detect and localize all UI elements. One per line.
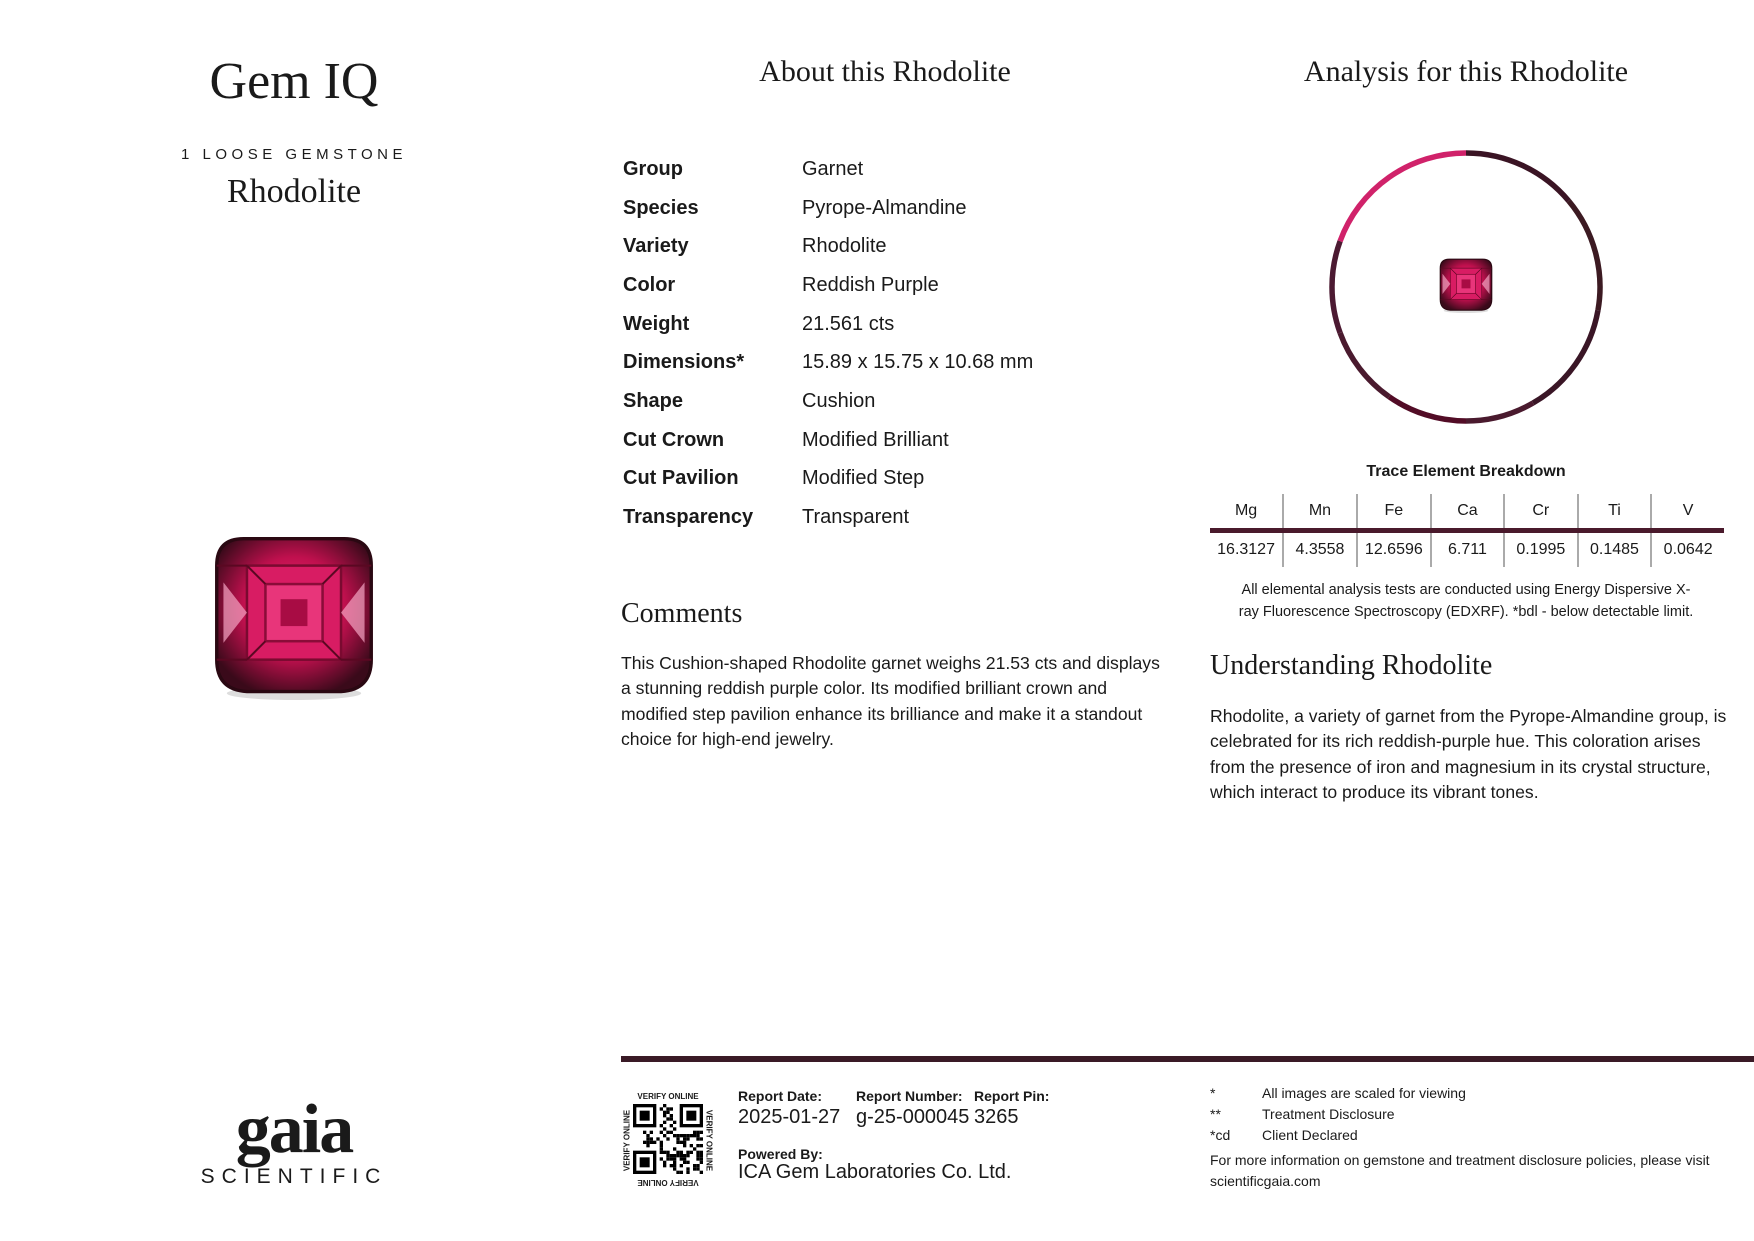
property-value: Modified Brilliant bbox=[802, 428, 949, 451]
property-value: Transparent bbox=[802, 506, 910, 529]
element-header: Cr bbox=[1504, 494, 1578, 531]
qr-code-icon bbox=[633, 1104, 703, 1174]
property-label: Cut Pavilion bbox=[623, 467, 739, 490]
property-value: Rhodolite bbox=[802, 235, 887, 258]
analysis-title: Analysis for this Rhodolite bbox=[1303, 55, 1629, 88]
property-label: Cut Crown bbox=[623, 428, 725, 451]
property-row bbox=[623, 305, 1033, 344]
report-pin-label: Report Pin: bbox=[974, 1088, 1050, 1104]
verify-online-qr-code[interactable] bbox=[622, 1092, 714, 1188]
powered-by-label: Powered By: bbox=[738, 1146, 823, 1162]
property-row bbox=[623, 498, 1033, 537]
property-label: Group bbox=[623, 157, 683, 180]
ring-segment bbox=[1569, 201, 1600, 310]
report-date-label: Report Date: bbox=[738, 1088, 823, 1104]
property-row bbox=[623, 227, 1033, 266]
property-label: Dimensions* bbox=[623, 351, 745, 374]
gemstone-count-label: 1 LOOSE GEMSTONE bbox=[181, 146, 407, 163]
about-title: About this Rhodolite bbox=[759, 55, 1011, 88]
element-value: 0.0642 bbox=[1651, 531, 1724, 568]
ring-segment bbox=[1340, 153, 1466, 241]
property-row bbox=[623, 421, 1033, 460]
footnote-symbol: * bbox=[1210, 1084, 1216, 1101]
property-value: 15.89 x 15.75 x 10.68 mm bbox=[802, 351, 1034, 374]
understanding-title: Understanding Rhodolite bbox=[1210, 650, 1493, 681]
element-value: 0.1485 bbox=[1578, 531, 1652, 568]
trace-element-ring-chart bbox=[1326, 147, 1606, 427]
footnotes bbox=[1210, 1082, 1466, 1145]
property-value: Garnet bbox=[802, 157, 864, 180]
element-header: Ti bbox=[1578, 494, 1652, 531]
property-row bbox=[623, 343, 1033, 382]
gaia-logo: gaia bbox=[235, 1091, 353, 1168]
property-row bbox=[623, 150, 1033, 189]
ring-segment bbox=[1466, 403, 1533, 421]
gemstone-thumbnail bbox=[1440, 259, 1492, 313]
element-value: 4.3558 bbox=[1283, 531, 1357, 568]
property-label: Transparency bbox=[623, 506, 754, 529]
ring-segment bbox=[1533, 310, 1598, 403]
report-number-label: Report Number: bbox=[856, 1088, 963, 1104]
trace-element-table bbox=[1210, 494, 1724, 567]
property-row bbox=[623, 382, 1033, 421]
properties-table bbox=[623, 150, 1033, 537]
property-label: Color bbox=[623, 273, 676, 296]
footnote-text: Treatment Disclosure bbox=[1262, 1105, 1395, 1122]
report-date: 2025-01-27 bbox=[738, 1106, 841, 1128]
element-header: Ca bbox=[1431, 494, 1504, 531]
ring-segment bbox=[1340, 333, 1389, 397]
element-header: V bbox=[1651, 494, 1724, 531]
property-label: Species bbox=[623, 196, 699, 219]
element-value: 16.3127 bbox=[1217, 541, 1275, 558]
brand-title: Gem IQ bbox=[209, 53, 379, 110]
property-value: Modified Step bbox=[802, 467, 925, 490]
element-value: 0.1995 bbox=[1504, 531, 1578, 568]
element-header: Fe bbox=[1357, 494, 1431, 531]
gemstone-image bbox=[210, 532, 378, 700]
qr-label-left: VERIFY ONLINE bbox=[622, 1109, 632, 1172]
more-info-text: For more information on gemstone and treatment disclosure policies, please visit scientificgaia.com bbox=[1210, 1152, 1710, 1189]
gaia-logo-subtitle: SCIENTIFIC bbox=[200, 1165, 388, 1188]
qr-label: VERIFY ONLINE bbox=[637, 1092, 699, 1101]
ring-segment bbox=[1332, 241, 1340, 333]
property-row bbox=[623, 189, 1033, 228]
property-label: Variety bbox=[623, 235, 689, 258]
qr-label-bottom: VERIFY ONLINE bbox=[637, 1178, 699, 1187]
ring-segment bbox=[1389, 397, 1466, 421]
property-value: 21.561 cts bbox=[802, 312, 895, 335]
property-value: Reddish Purple bbox=[802, 273, 939, 296]
property-row bbox=[623, 266, 1033, 305]
trace-element-title: Trace Element Breakdown bbox=[1366, 463, 1566, 480]
footnote bbox=[1210, 1124, 1466, 1145]
footnote bbox=[1210, 1082, 1466, 1103]
element-value: 12.6596 bbox=[1357, 531, 1431, 568]
element-header: Mn bbox=[1283, 494, 1357, 531]
element-header: Mg bbox=[1210, 494, 1283, 531]
understanding-text: Rhodolite, a variety of garnet from the Pyrope-Almandine group, is celebrated for its rich reddish-purple hue. This coloration arises from the presence of iron and magnesium in its crystal structure, which interact to produce its vibrant tones. bbox=[1210, 706, 1727, 803]
footnote-text: All images are scaled for viewing bbox=[1262, 1084, 1466, 1101]
report-pin: 3265 bbox=[974, 1106, 1019, 1128]
ring-segment bbox=[1466, 153, 1569, 201]
property-label: Weight bbox=[623, 312, 690, 335]
property-value: Pyrope-Almandine bbox=[802, 196, 967, 219]
footer-divider bbox=[621, 1056, 1754, 1062]
element-value: 6.711 bbox=[1431, 531, 1504, 568]
footnote-text: Client Declared bbox=[1262, 1126, 1358, 1143]
report-number: g-25-000045 bbox=[856, 1106, 970, 1128]
analysis-note: All elemental analysis tests are conducted using Energy Dispersive X-ray Fluorescence Spectroscopy (EDXRF). *bdl - below detectable limit. bbox=[1238, 582, 1694, 620]
footnote-symbol: *cd bbox=[1210, 1126, 1231, 1143]
comments-title: Comments bbox=[621, 598, 743, 629]
powered-by: ICA Gem Laboratories Co. Ltd. bbox=[738, 1161, 1012, 1183]
property-label: Shape bbox=[623, 389, 684, 412]
gem-name: Rhodolite bbox=[226, 173, 362, 210]
property-row bbox=[623, 460, 1033, 499]
footnote bbox=[1210, 1103, 1466, 1124]
qr-label-right: VERIFY ONLINE bbox=[704, 1109, 714, 1172]
comments-text: This Cushion-shaped Rhodolite garnet weighs 21.53 cts and displays a stunning reddish purple color. Its modified brilliant crown and modified step pavilion enhance its brilliance and make it a standout choice for high-end jewelry. bbox=[621, 653, 1160, 750]
footnote-symbol: ** bbox=[1210, 1105, 1221, 1122]
property-value: Cushion bbox=[802, 389, 876, 412]
